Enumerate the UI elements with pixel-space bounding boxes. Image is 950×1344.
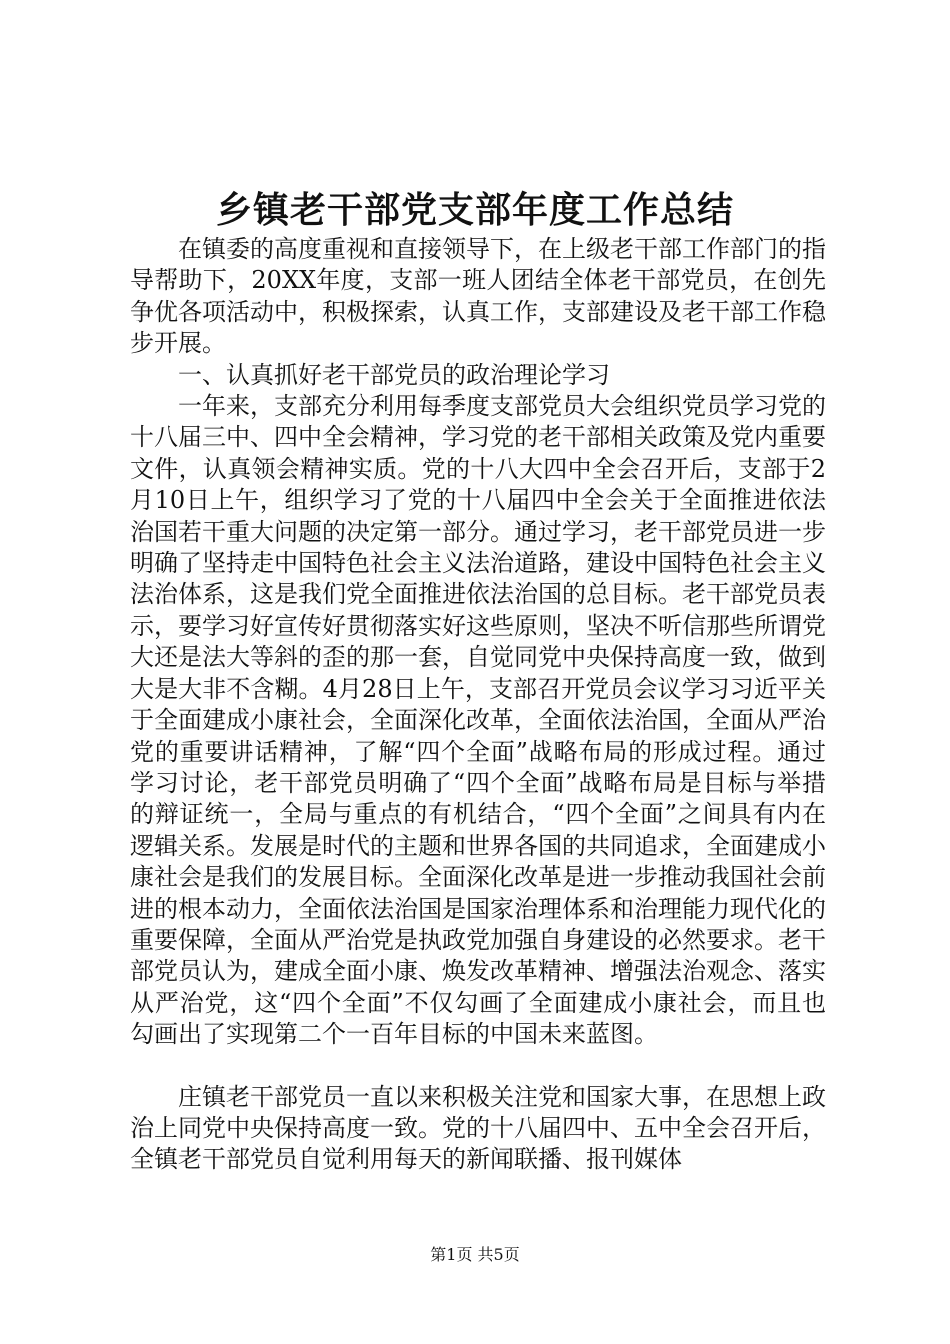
document-body xyxy=(130,234,826,1176)
section-heading-1: 一、认真抓好老干部党员的政治理论学习 xyxy=(178,360,610,389)
page-footer: 第1页 共5页 xyxy=(430,1245,520,1264)
document-title: 乡镇老干部党支部年度工作总结 xyxy=(215,189,734,231)
paragraph-continuation: 庄镇老干部党员一直以来积极关注党和国家大事，在思想上政治上同党中央保持高度一致。党的十八届四中、五中全会召开后，全镇老干部党员自觉利用每天的新闻联播、报刊媒体 xyxy=(130,1082,826,1174)
paragraph-study: 一年来，支部充分利用每季度支部党员大会组织党员学习党的十八届三中、四中全会精神，学习党的老干部相关政策及党内重要文件，认真领会精神实质。党的十八大四中全会召开后，支部于2月10日上午，组织学习了党的十八届四中全会关于全面推进依法治国若干重大问题的决定第一部分。通过学习，老干部党员进一步明确了坚持走中国特色社会主义法治道路，建设中国特色社会主义法治体系，这是我们党全面推进依法治国的总目标。老干部党员表示，要学习好宣传好贯彻落实好这些原则，坚决不听信那些所谓党大还是法大等斜的歪的那一套，自觉同党中央保持高度一致，做到大是大非不含糊。4月28日上午，支部召开党员会议学习习近平关于全面建成小康社会，全面深化改革，全面依法治国，全面从严治党的重要讲话精神，了解“四个全面”战略布局的形成过程。通过学习讨论，老干部党员明确了“四个全面”战略布局是目标与举措的辩证统一，全局与重点的有机结合，“四个全面”之间具有内在逻辑关系。发展是时代的主题和世界各国的共同追求，全面建成小康社会是我们的发展目标。全面深化改革是进一步推动我国社会前进的根本动力，全面依法治国是国家治理体系和治理能力现代化的重要保障，全面从严治党是执政党加强自身建设的必然要求。老干部党员认为，建成全面小康、焕发改革精神、增强法治观念、落实从严治党，这“四个全面”不仅勾画了全面建成小康社会，而且也勾画出了实现第二个一百年目标的中国未来蓝图。 xyxy=(130,392,826,1049)
paragraph-intro: 在镇委的高度重视和直接领导下，在上级老干部工作部门的指导帮助下，20XX年度，支部一班人团结全体老干部党员，在创先争优各项活动中，积极探索，认真工作，支部建设及老干部工作稳步开展。 xyxy=(130,235,826,358)
